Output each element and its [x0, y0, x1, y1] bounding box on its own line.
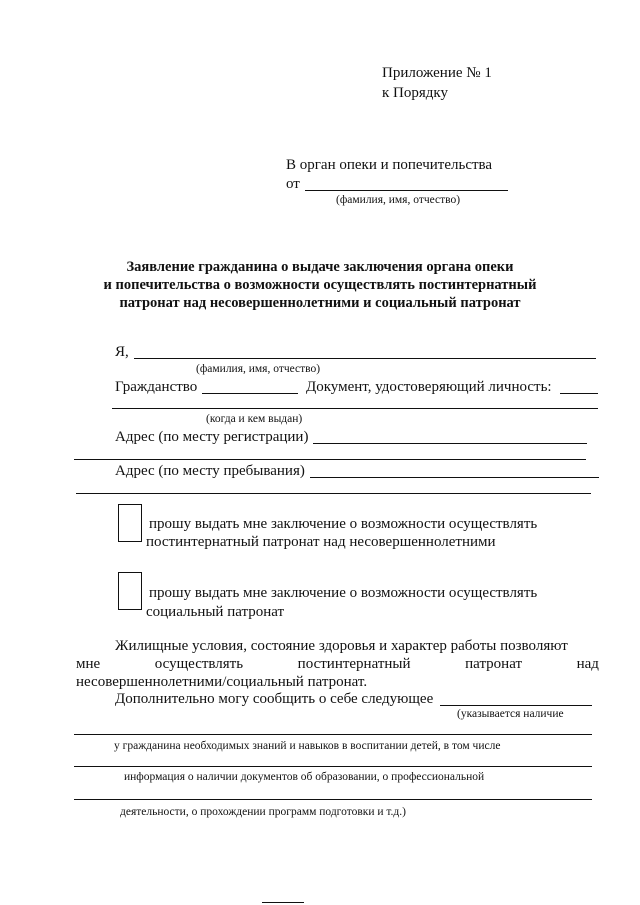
additional-hint-3: информация о наличии документов об образовании, о профессиональной [124, 771, 485, 783]
option-social-checkbox[interactable] [118, 572, 142, 610]
from-label: от [286, 176, 300, 192]
additional-field-3[interactable] [74, 766, 592, 767]
additional-hint-2: у гражданина необходимых знаний и навыков в воспитании детей, в том числе [114, 740, 501, 752]
applicant-name-field[interactable] [134, 358, 596, 359]
document-field[interactable] [112, 408, 598, 409]
additional-field-4[interactable] [74, 799, 592, 800]
addressee-to: В орган опеки и попечительства [286, 157, 493, 173]
appendix-label: Приложение № 1 [382, 65, 492, 81]
statement-word: осуществлять [154, 656, 244, 672]
applicant-i-label: Я, [115, 344, 129, 360]
additional-hint-1: (указывается наличие [457, 708, 564, 720]
citizenship-label: Гражданство [115, 379, 198, 395]
additional-field[interactable] [440, 705, 592, 706]
document-label: Документ, удостоверяющий личность: [306, 379, 552, 395]
option-postinternat-checkbox[interactable] [118, 504, 142, 542]
applicant-name-hint: (фамилия, имя, отчество) [196, 363, 321, 375]
stay-address-field-2[interactable] [76, 493, 591, 494]
option-2-line-2: социальный патронат [146, 604, 285, 620]
issued-hint: (когда и кем выдан) [206, 413, 303, 425]
document-field-start[interactable] [560, 393, 598, 394]
reg-address-label: Адрес (по месту регистрации) [115, 429, 309, 445]
title-line-2: и попечительства о возможности осуществлять постинтернатный [103, 277, 537, 293]
citizenship-field[interactable] [202, 393, 298, 394]
stay-address-field[interactable] [310, 477, 599, 478]
reg-address-field-2[interactable] [74, 459, 586, 460]
title-line-3: патронат над несовершеннолетними и социальный патронат [119, 295, 521, 311]
additional-hint-4: деятельности, о прохождении программ подготовки и т.д.) [120, 806, 406, 818]
order-reference: к Порядку [382, 85, 448, 101]
statement-line-1: Жилищные условия, состояние здоровья и характер работы позволяют [115, 638, 568, 654]
statement-line-3: несовершеннолетними/социальный патронат. [76, 674, 368, 690]
statement-word: над [576, 656, 599, 672]
statement-line-2 [76, 655, 599, 673]
statement-word: постинтернатный [297, 656, 411, 672]
from-name-field[interactable] [305, 190, 508, 191]
footer-divider [262, 902, 304, 903]
additional-field-2[interactable] [74, 734, 592, 735]
option-1-line-1: прошу выдать мне заключение о возможности осуществлять [149, 516, 538, 532]
stay-address-label: Адрес (по месту пребывания) [115, 463, 305, 479]
option-1-line-2: постинтернатный патронат над несовершеннолетними [146, 534, 496, 550]
additional-label: Дополнительно могу сообщить о себе следующее [115, 691, 434, 707]
from-name-hint: (фамилия, имя, отчество) [336, 194, 461, 206]
statement-word: патронат [465, 656, 523, 672]
option-2-line-1: прошу выдать мне заключение о возможности осуществлять [149, 585, 538, 601]
statement-word: мне [76, 656, 101, 672]
reg-address-field[interactable] [313, 443, 587, 444]
title-line-1: Заявление гражданина о выдаче заключения органа опеки [126, 259, 514, 275]
